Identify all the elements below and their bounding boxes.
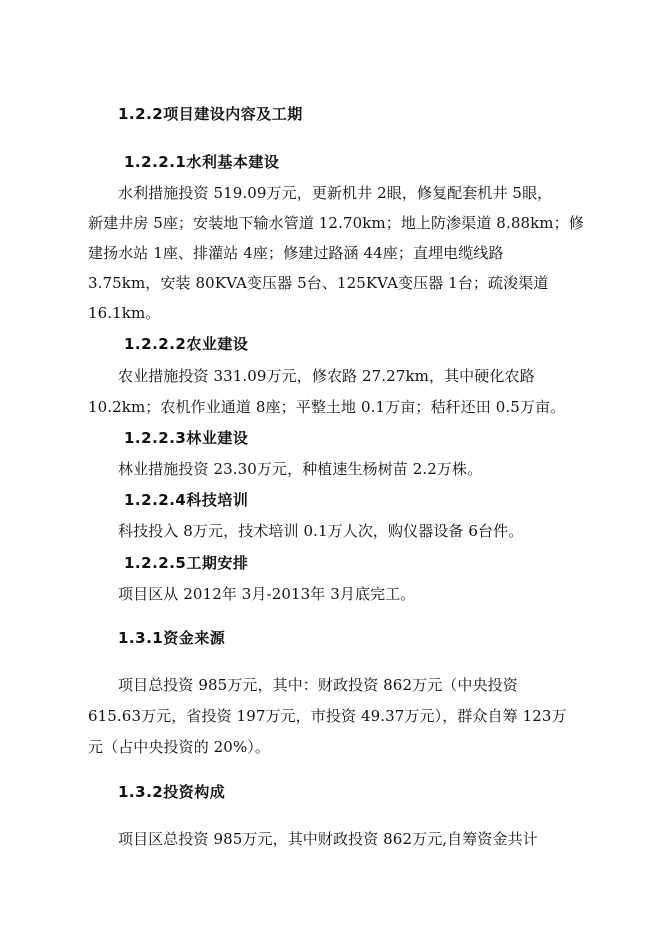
paragraph-line: 16.1km。 — [88, 304, 161, 322]
paragraph-line: 615.63万元，省投资 197万元，市投资 49.37万元），群众自筹 123万 — [88, 707, 567, 725]
paragraph-line: 项目区总投资 985万元，其中财政投资 862万元,自筹资金共计 — [118, 830, 538, 848]
paragraph-line: 林业措施投资 23.30万元，种植速生杨树苗 2.2万株。 — [118, 460, 483, 478]
subsection-heading-1-2-2-5: 1.2.2.5工期安排 — [124, 554, 249, 572]
section-heading-1-2-2: 1.2.2项目建设内容及工期 — [118, 105, 303, 123]
paragraph-line: 水利措施投资 519.09万元，更新机井 2眼，修复配套机井 5眼， — [118, 184, 553, 202]
subsection-heading-1-2-2-1: 1.2.2.1水利基本建设 — [124, 153, 280, 171]
paragraph-line: 科技投入 8万元，技术培训 0.1万人次，购仪器设备 6台件。 — [118, 522, 524, 540]
paragraph-line: 项目区从 2012年 3月-2013年 3月底完工。 — [118, 585, 416, 603]
paragraph-line: 10.2km；农机作业通道 8座；平整土地 0.1万亩；秸秆还田 0.5万亩。 — [88, 398, 566, 416]
subsection-heading-1-2-2-3: 1.2.2.3林业建设 — [124, 429, 249, 447]
subsection-heading-1-2-2-4: 1.2.2.4科技培训 — [124, 491, 249, 509]
section-heading-1-3-1: 1.3.1资金来源 — [118, 629, 226, 647]
paragraph-line: 新建井房 5座；安装地下输水管道 12.70km；地上防渗渠道 8.88km；修 — [88, 214, 584, 232]
paragraph-line: 农业措施投资 331.09万元，修农路 27.27km，其中硬化农路 — [118, 367, 535, 385]
subsection-heading-1-2-2-2: 1.2.2.2农业建设 — [124, 335, 249, 353]
paragraph-line: 建扬水站 1座、排灌站 4座；修建过路涵 44座；直埋电缆线路 — [88, 244, 504, 262]
paragraph-line: 3.75km，安装 80KVA变压器 5台、125KVA变压器 1台；疏浚渠道 — [88, 274, 549, 292]
paragraph-line: 元（占中央投资的 20%）。 — [88, 738, 271, 756]
paragraph-line: 项目总投资 985万元，其中：财政投资 862万元（中央投资 — [118, 676, 518, 694]
section-heading-1-3-2: 1.3.2投资构成 — [118, 783, 226, 801]
